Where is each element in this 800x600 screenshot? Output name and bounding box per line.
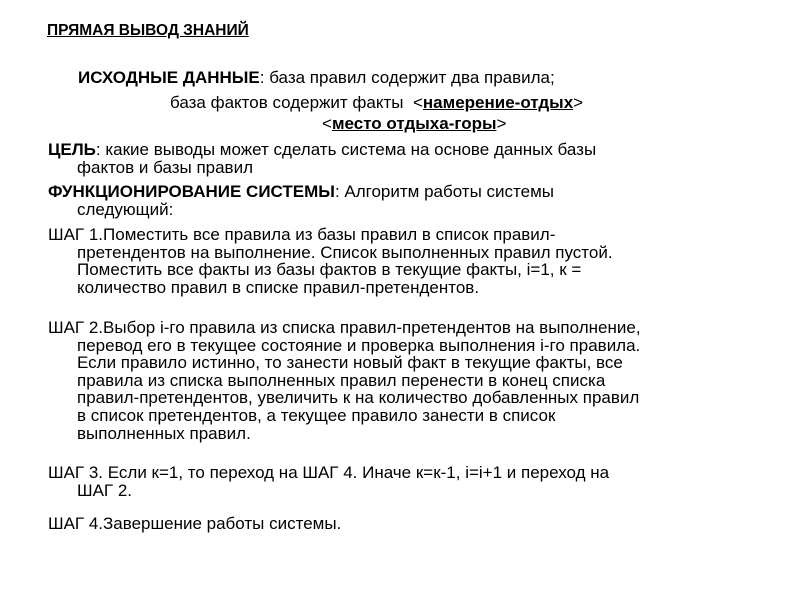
source-line-2 — [170, 93, 583, 113]
step-1-line: Поместить все факты из базы фактов в текущие факты, i=1, к = — [77, 260, 582, 280]
functioning-line-2: следующий: — [77, 199, 174, 219]
step-2-line: перевод его в текущее состояние и проверка выполнения i-го правила. — [77, 335, 641, 355]
functioning-label: ФУНКЦИОНИРОВАНИЕ СИСТЕМЫ — [48, 182, 335, 201]
step-1-line: количество правил в списке правил-претендентов. — [77, 277, 480, 297]
step-3-line: ШАГ 3. Если к=1, то переход на ШАГ 4. Иначе к=к-1, i=i+1 и переход на — [48, 463, 610, 482]
functioning-line-1-text: : Алгоритм работы системы — [334, 182, 554, 201]
step-2-line: Если правило истинно, то занести новый факт в текущие факты, все — [77, 353, 623, 373]
fact-1: намерение-отдых — [422, 93, 574, 112]
step-3-line: ШАГ 2. — [77, 480, 133, 500]
step-2 — [48, 319, 768, 442]
step-1-line: претендентов на выполнение. Список выполненных правил пустой. — [77, 242, 613, 262]
source-line-1-text: : база правил содержит два правила; — [259, 68, 555, 87]
fact-2: место отдыха-горы — [331, 114, 497, 133]
goal-line-2: фактов и базы правил — [77, 157, 254, 177]
page-title: ПРЯМАЯ ВЫВОД ЗНАНИЙ — [47, 22, 249, 39]
step-4-line: ШАГ 4.Завершение работы системы. — [48, 514, 342, 533]
source-line-1 — [78, 68, 555, 88]
fact-1-open: < — [412, 93, 423, 112]
step-2-line: ШАГ 2.Выбор i-го правила из списка правил-претендентов на выполнение, — [48, 318, 641, 337]
step-1 — [48, 226, 768, 296]
step-2-line: выполненных правил. — [77, 423, 251, 443]
step-4 — [48, 515, 768, 533]
step-2-line: правила из списка выполненных правил перенести в конец списка — [77, 370, 606, 390]
fact-1-close: > — [573, 93, 584, 112]
step-1-line: ШАГ 1.Поместить все правила из базы правил в список правил- — [48, 225, 556, 244]
goal-line-1 — [48, 141, 768, 159]
goal-line-1-text: : какие выводы может сделать система на основе данных базы — [95, 140, 597, 159]
fact-2-open: < — [322, 114, 332, 133]
goal-paragraph — [48, 141, 768, 176]
fact-2-close: > — [496, 114, 507, 133]
functioning-line-1 — [48, 183, 768, 201]
source-label: ИСХОДНЫЕ ДАННЫЕ — [78, 68, 260, 87]
step-2-line: правил-претендентов, увеличить к на количество добавленных правил — [77, 388, 640, 408]
source-line-3 — [322, 114, 506, 134]
goal-label: ЦЕЛЬ — [48, 140, 96, 159]
step-2-line: в список претендентов, а текущее правило занести в список — [77, 405, 556, 425]
step-3 — [48, 464, 768, 499]
functioning-paragraph — [48, 183, 768, 218]
source-line-2-text: база фактов содержит факты — [170, 93, 404, 112]
